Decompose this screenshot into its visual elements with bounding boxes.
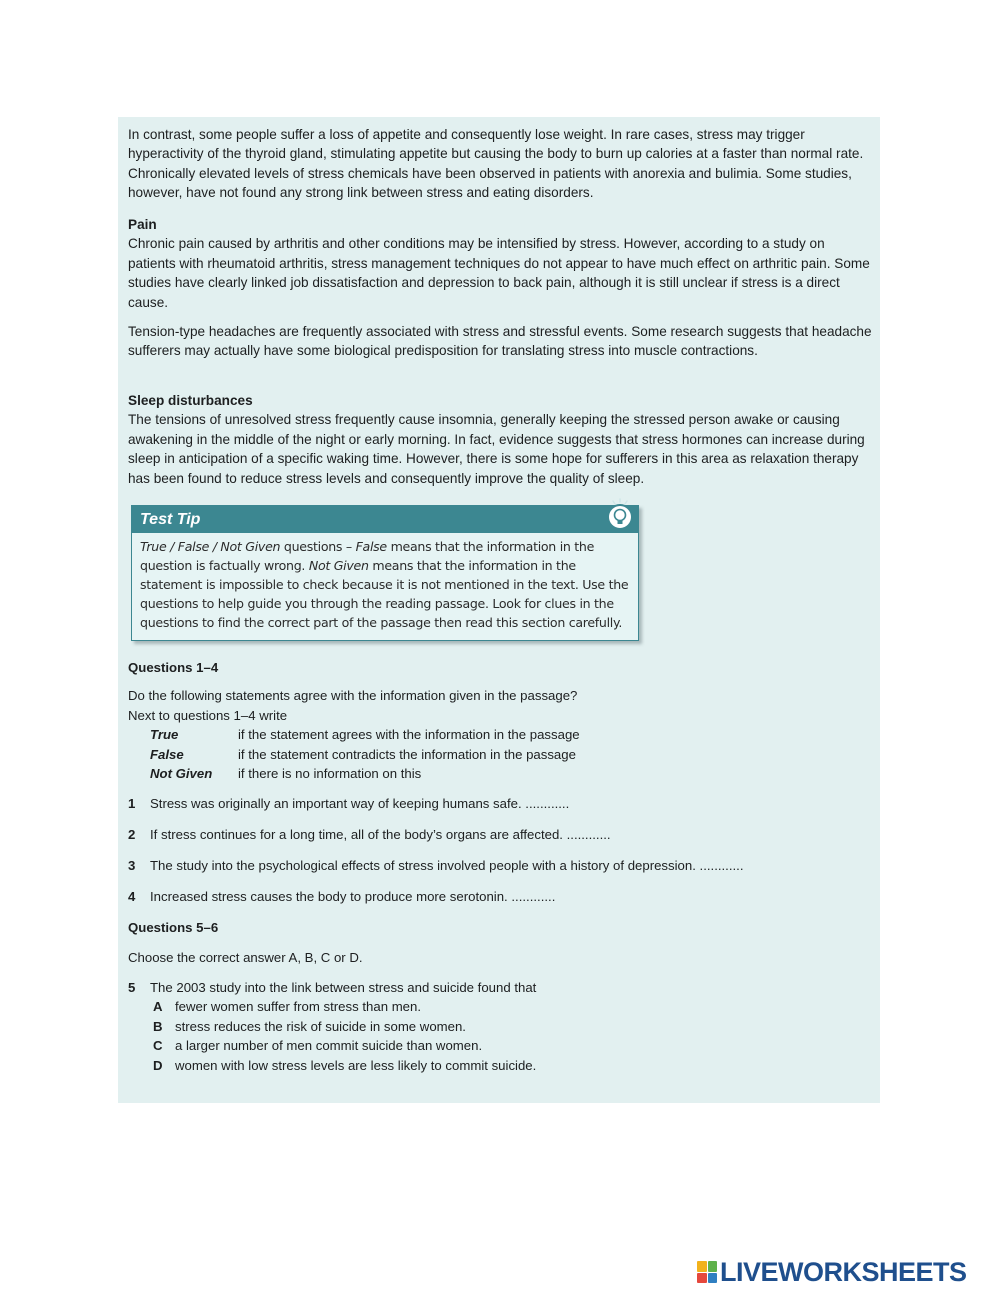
- tip-text-1: questions –: [280, 539, 356, 554]
- answer-key-desc: if there is no information on this: [238, 766, 422, 782]
- choice-text: a larger number of men commit suicide than women.: [175, 1038, 483, 1054]
- questions-1-4-heading: Questions 1–4: [128, 660, 219, 675]
- pain-section: [128, 215, 873, 361]
- test-tip-text: [132, 533, 638, 632]
- question-number: 1: [128, 796, 136, 811]
- choice-c[interactable]: [128, 1036, 873, 1055]
- choice-letter: B: [153, 1018, 163, 1034]
- logo-mark-icon: [697, 1261, 717, 1283]
- answer-key-term: False: [150, 746, 184, 762]
- test-tip-box: [131, 505, 639, 641]
- choice-text: fewer women suffer from stress than men.: [175, 999, 422, 1015]
- answer-key-list: [128, 725, 873, 783]
- questions-5-6-section: [128, 918, 873, 968]
- pain-paragraph-1: Chronic pain caused by arthritis and other conditions may be intensified by stress. However, according to a study on patients with rheumatoid arthritis, stress management techniques do not appear to have much effect on arthritic pain. Some studies have clearly linked job dissatisfaction and depression to back pain, although it is still unclear if stress is a direct cause.: [128, 236, 870, 310]
- tip-term-not-given: Not Given: [308, 558, 369, 573]
- choice-text: women with low stress levels are less likely to commit suicide.: [175, 1057, 537, 1073]
- tip-term-false: False: [355, 539, 387, 554]
- question-text[interactable]: If stress continues for a long time, all of the body’s organs are affected. ............: [150, 827, 611, 842]
- question-text[interactable]: The study into the psychological effects of stress involved people with a history of depression. ............: [150, 858, 744, 873]
- question-text[interactable]: Increased stress causes the body to produce more serotonin. ............: [150, 889, 556, 904]
- choice-letter: D: [153, 1057, 163, 1073]
- question-2: [128, 825, 873, 844]
- test-tip-title: Test Tip: [132, 506, 638, 533]
- pain-heading: Pain: [128, 217, 157, 232]
- tip-text-3: means that the information in the statement is impossible to check because it is not mentioned in the text. Use the questions to help guide you through the reading passage. Look for clues in the questions to find the correct part of the passage then read this section carefully.: [140, 558, 629, 630]
- intro-text: In contrast, some people suffer a loss of appetite and consequently lose weight. In rare cases, stress may trigger hyperactivity of the thyroid gland, stimulating appetite but causing the body to burn up calories at a faster than normal rate. Chronically elevated levels of stress chemicals have been observed in patients with anorexia and bulimia. Some studies, however, have not found any strong link between stress and eating disorders.: [128, 127, 864, 201]
- worksheet-page: [118, 117, 880, 1103]
- answer-key-term: True: [150, 727, 179, 743]
- sleep-paragraph: The tensions of unresolved stress frequently cause insomnia, generally keeping the stressed person awake or causing awakening in the middle of the night or early morning. In fact, evidence suggests that stress hormones can increase during sleep in anticipation of a specific waking time. However, there is some hope for sufferers in this area as relaxation therapy has been found to reduce stress levels and consequently improve the quality of sleep.: [128, 412, 865, 486]
- tip-text-2: means that the information in the question is factually wrong.: [140, 539, 595, 573]
- question-text: The 2003 study into the link between stress and suicide found that: [150, 980, 537, 995]
- choice-d[interactable]: [128, 1056, 873, 1075]
- choice-text: stress reduces the risk of suicide in some women.: [175, 1018, 466, 1034]
- question-3: [128, 856, 873, 875]
- question-number: 4: [128, 889, 136, 904]
- choice-letter: C: [153, 1038, 163, 1054]
- answer-key-desc: if the statement contradicts the information in the passage: [238, 746, 576, 762]
- questions-1-4-section: [128, 658, 873, 783]
- question-number: 2: [128, 827, 136, 842]
- question-number: 5: [128, 980, 136, 995]
- question-1: [128, 794, 873, 813]
- answer-key-row: [128, 725, 873, 744]
- question-4: [128, 887, 873, 906]
- question-text[interactable]: Stress was originally an important way of keeping humans safe. ............: [150, 796, 570, 811]
- liveworksheets-logo: [697, 1257, 967, 1287]
- choice-b[interactable]: [128, 1017, 873, 1036]
- pain-paragraph-2: Tension-type headaches are frequently associated with stress and stressful events. Some research suggests that headache sufferers may actually have some biological predisposition for translating stress into muscle contractions.: [128, 324, 872, 359]
- questions-5-6-instruction: Choose the correct answer A, B, C or D.: [128, 950, 363, 966]
- logo-text: LIVEWORKSHEETS: [720, 1257, 967, 1287]
- questions-1-4-instruction: Do the following statements agree with the information given in the passage?: [128, 688, 578, 704]
- answer-key-desc: if the statement agrees with the information in the passage: [238, 727, 580, 743]
- question-5: [128, 978, 873, 1075]
- intro-paragraph: [128, 125, 873, 203]
- questions-5-6-heading: Questions 5–6: [128, 920, 219, 935]
- tip-term-tfng: True / False / Not Given: [140, 539, 281, 554]
- answer-key-row: [128, 764, 873, 783]
- choice-a[interactable]: [128, 997, 873, 1016]
- questions-1-4-instruction-2: Next to questions 1–4 write: [128, 707, 288, 723]
- lightbulb-icon: [604, 498, 636, 532]
- answer-key-term: Not Given: [150, 766, 213, 782]
- question-number: 3: [128, 858, 136, 873]
- sleep-heading: Sleep disturbances: [128, 393, 253, 408]
- choice-letter: A: [153, 999, 163, 1015]
- sleep-section: [128, 391, 873, 488]
- answer-key-row: [128, 745, 873, 764]
